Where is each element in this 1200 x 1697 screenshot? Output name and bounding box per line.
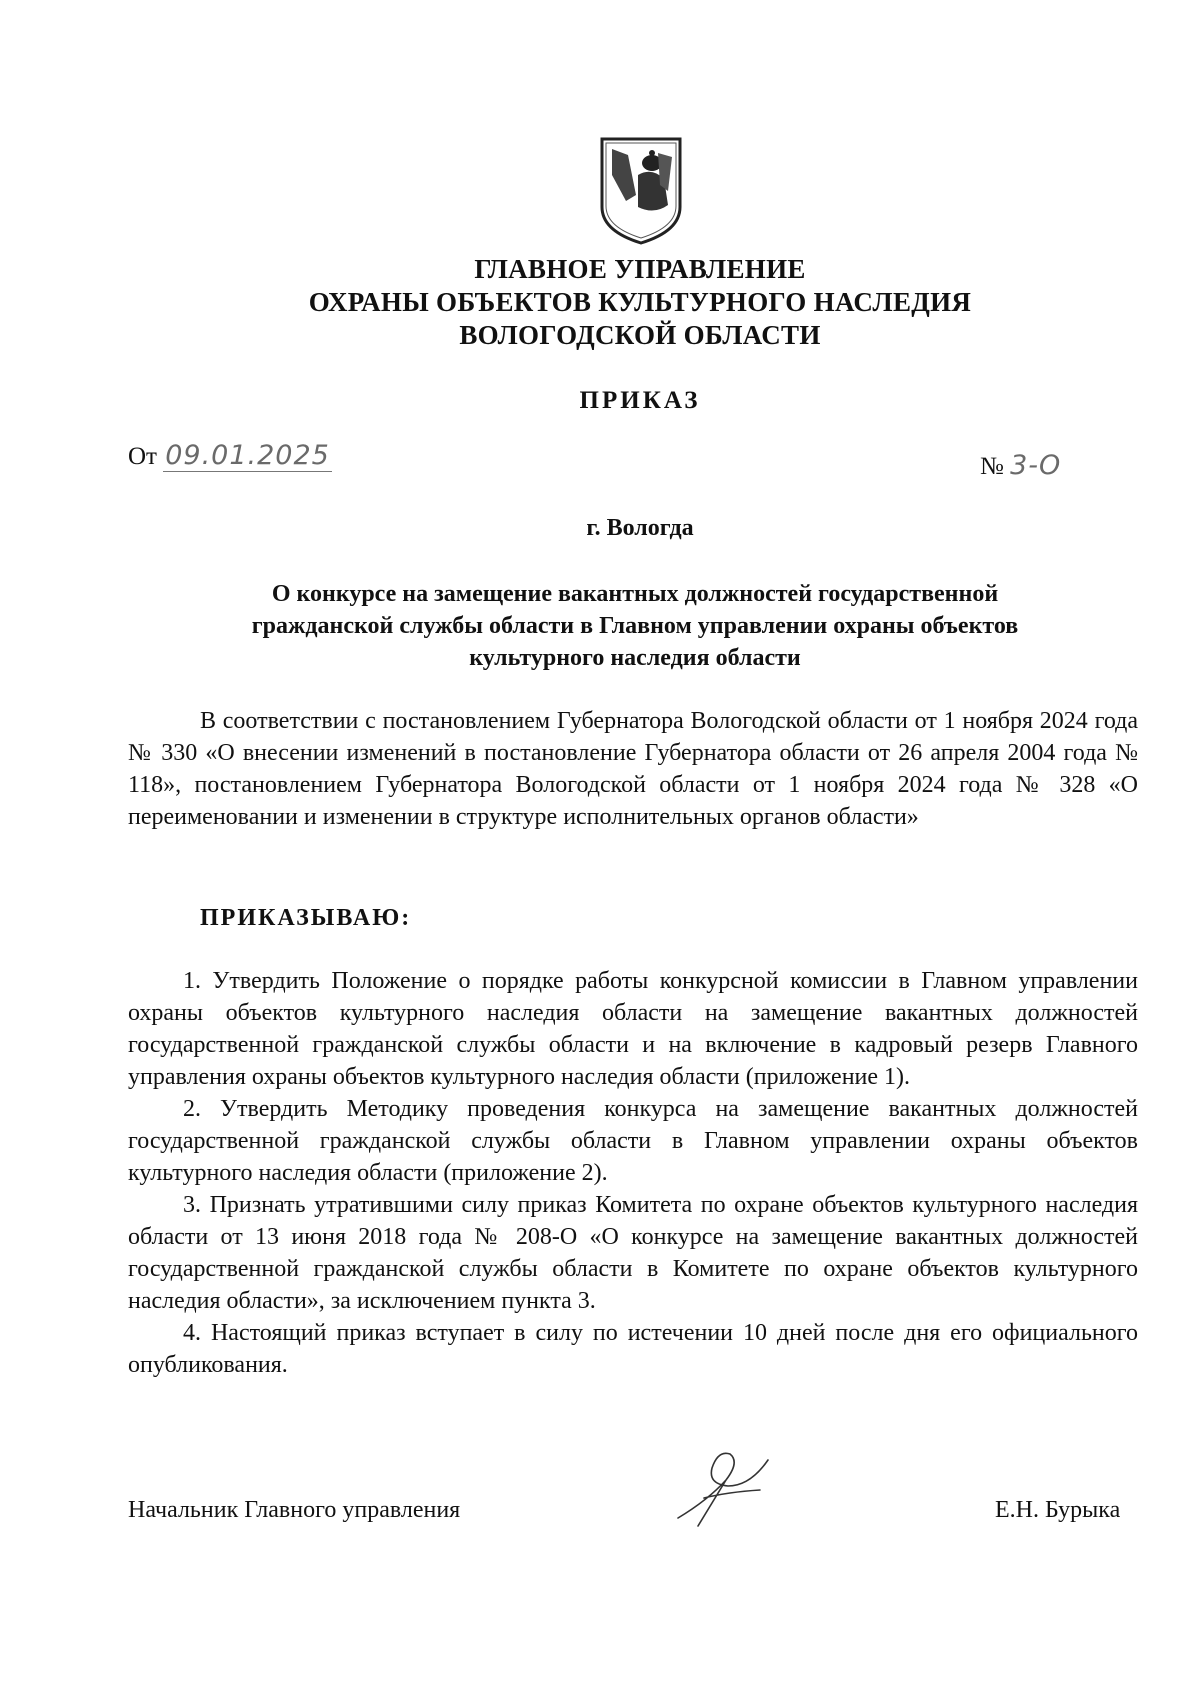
signer-name: Е.Н. Бурыка bbox=[995, 1497, 1121, 1523]
city: г. Вологда bbox=[586, 515, 694, 541]
orders-heading: ПРИКАЗЫВАЮ: bbox=[200, 905, 412, 931]
date-row bbox=[128, 440, 332, 471]
handwritten-signature-icon bbox=[668, 1440, 798, 1530]
date-value: 09.01.2025 bbox=[165, 440, 330, 471]
order-item: 3. Признать утратившими силу приказ Комитета по охране объектов культурного наследия области от 13 июня 2018 года № 208-О «О конкурсе на замещение вакантных должностей государственной гражданской службы области в Комитете по охране объектов культурного наследия области», за исключением пункта 3. bbox=[128, 1192, 1138, 1314]
authority-line: ГЛАВНОЕ УПРАВЛЕНИЕ bbox=[474, 254, 806, 284]
vologda-coat-of-arms-icon bbox=[598, 135, 684, 247]
order-item: 2. Утвердить Методику проведения конкурса на замещение вакантных должностей государственной гражданской службы области в Главном управлении охраны объектов культурного наследия области (приложение 2). bbox=[128, 1096, 1138, 1186]
number-label: № bbox=[980, 453, 1004, 480]
issuing-authority bbox=[200, 253, 1080, 352]
document-type: ПРИКАЗ bbox=[579, 387, 701, 414]
date-label: От bbox=[128, 443, 157, 470]
preamble: В соответствии с постановлением Губернатора Вологодской области от 1 ноября 2024 года № 330 «О внесении изменений в постановление Губернатора области от 26 апреля 2004 года № 118», постановлением Губернатора Вологодской области от 1 ноября 2024 года № 328 «О переименовании и изменении в структуре исполнительных органов области» bbox=[128, 708, 1138, 830]
authority-line: ОХРАНЫ ОБЪЕКТОВ КУЛЬТУРНОГО НАСЛЕДИЯ bbox=[308, 287, 972, 317]
authority-line: ВОЛОГОДСКОЙ ОБЛАСТИ bbox=[459, 320, 821, 350]
order-item: 1. Утвердить Положение о порядке работы конкурсной комиссии в Главном управлении охраны объектов культурного наследия области на замещение вакантных должностей государственной гражданской службы области и на включение в кадровый резерв Главного управления охраны объектов культурного наследия области (приложение 1). bbox=[128, 968, 1138, 1090]
number-row bbox=[980, 450, 1061, 481]
document-subject bbox=[150, 578, 1120, 674]
order-item: 4. Настоящий приказ вступает в силу по истечении 10 дней после дня его официального опубликования. bbox=[128, 1320, 1138, 1378]
number-value: 3-О bbox=[1010, 450, 1062, 481]
order-items bbox=[128, 965, 1138, 1381]
signer-title: Начальник Главного управления bbox=[128, 1497, 461, 1523]
subject-line: О конкурсе на замещение вакантных должностей государственной bbox=[271, 581, 999, 607]
subject-line: гражданской службы области в Главном управлении охраны объектов bbox=[251, 613, 1019, 639]
subject-line: культурного наследия области bbox=[469, 645, 801, 671]
